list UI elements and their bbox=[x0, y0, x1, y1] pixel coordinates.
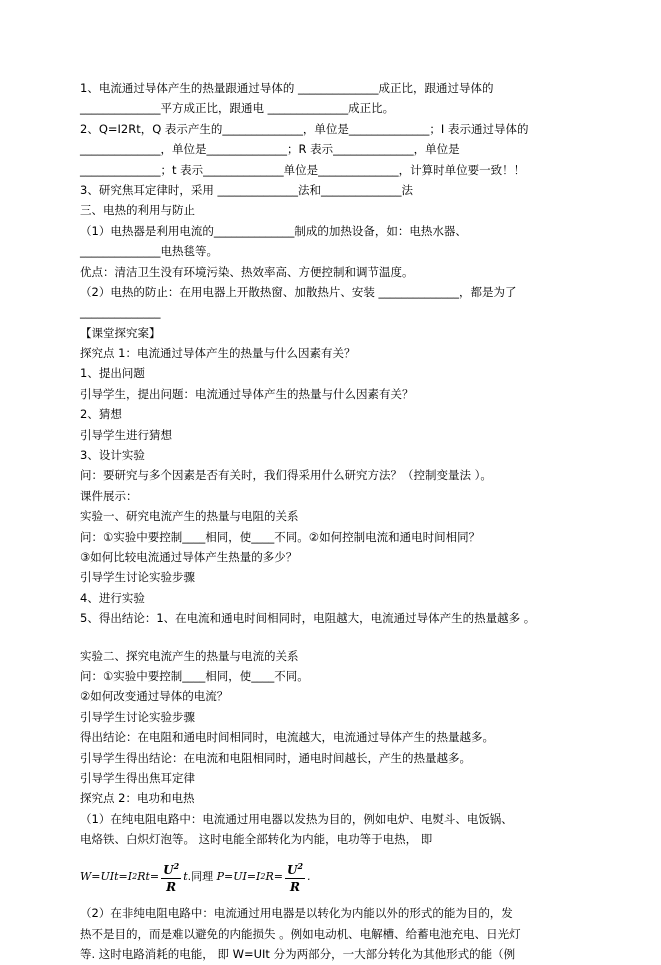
text-line: 引导学生讨论实验步骤 bbox=[80, 709, 195, 724]
text-line: 1、电流通过导体产生的热量跟通过导体的 ______________成正比，跟通过导体的 bbox=[80, 81, 494, 95]
text-line: ③如何比较电流通过导体产生热量的多少？ bbox=[80, 549, 298, 564]
formula-end: . bbox=[307, 869, 311, 883]
text-line: 等. 这时电路消耗的电能， 即 W=UIt 分为两部分，一大部分转化为其他形式的能（例 bbox=[80, 947, 516, 962]
text-line: 三、电热的利用与防止 bbox=[80, 203, 195, 218]
text-line: （1）电热器是利用电流的______________制成的加热设备，如：电热水器、 bbox=[80, 223, 467, 238]
text-line: 问：①实验中要控制____相同，使____不同。 bbox=[80, 668, 309, 683]
fraction-numerator-2: $U^2$ bbox=[285, 858, 305, 879]
text-line: 实验二、探究电流产生的热量与电流的关系 bbox=[80, 648, 299, 663]
text-line: 课件展示： bbox=[80, 488, 138, 503]
text-line: 问：①实验中要控制____相同，使____不同。②如何控制电流和通电时间相同？ bbox=[80, 529, 481, 544]
formula-t: t bbox=[183, 869, 188, 883]
text-block-3 bbox=[80, 903, 600, 964]
formula-part3: P=UI=I bbox=[216, 869, 261, 883]
formula-part1: W=UIt=I bbox=[80, 869, 133, 883]
text-line: ______________平方成正比，跟通电 ______________成正比。 bbox=[80, 101, 395, 116]
text-line: 优点：清洁卫生没有环境污染、热效率高、方便控制和调节温度。 bbox=[80, 264, 414, 279]
text-block-1 bbox=[80, 78, 600, 629]
text-line: ______________；t 表示______________单位是______________，计算时单位要一致！！ bbox=[80, 162, 526, 177]
text-line: ______________，单位是______________；R 表示______________，单位是 bbox=[80, 142, 460, 157]
text-line: 4、进行实验 bbox=[80, 590, 145, 605]
text-line: 引导学生得出焦耳定律 bbox=[80, 770, 195, 785]
text-line: 1、提出问题 bbox=[80, 366, 145, 381]
formula-fraction-2 bbox=[285, 858, 305, 895]
paragraph-gap bbox=[80, 629, 600, 646]
formula-part2: Rt= bbox=[137, 869, 160, 883]
text-line: （2）电热的防止：在用电器上开散热窗、加散热片、安装 ______________，都是为了 bbox=[80, 284, 517, 299]
text-line: 引导学生进行猜想 bbox=[80, 427, 172, 442]
text-line: ______________电热毯等。 bbox=[80, 244, 218, 259]
text-line: 探究点 1：电流通过导体产生的热量与什么因素有关？ bbox=[80, 346, 356, 361]
text-line: 探究点 2：电功和电热 bbox=[80, 791, 195, 806]
text-line: 实验一、研究电流产生的热量与电阻的关系 bbox=[80, 509, 299, 524]
joule-formula bbox=[80, 849, 600, 903]
text-line: 电烙铁、白炽灯泡等。 这时电能全部转化为内能，电功等于电热， 即 bbox=[80, 832, 433, 847]
text-line: 热不是目的，而是难以避免的内能损失 。例如电动机、电解槽、给蓄电池充电、日光灯 bbox=[80, 926, 521, 941]
text-line: （2）在非纯电阻电路中：电流通过用电器是以转化为内能以外的形式的能为目的，发 bbox=[80, 906, 513, 921]
document-body bbox=[80, 78, 600, 965]
text-line: ______________ bbox=[80, 305, 161, 320]
text-line: 问：要研究与多个因素是否有关时，我们得采用什么研究方法？（控制变量法 ）。 bbox=[80, 468, 492, 483]
text-line: 引导学生讨论实验步骤 bbox=[80, 570, 195, 585]
text-line: 3、设计实验 bbox=[80, 448, 145, 463]
fraction-denominator: R bbox=[166, 879, 177, 894]
text-line: 得出结论：在电阻和通电时间相同时，电流越大，电流通过导体产生的热量越多。 bbox=[80, 730, 494, 745]
text-line: 引导学生得出结论：在电流和电阻相同时，通电时间越长，产生的热量越多。 bbox=[80, 750, 471, 765]
text-line: 引导学生，提出问题：电流通过导体产生的热量与什么因素有关？ bbox=[80, 386, 414, 401]
text-line: （1）在纯电阻电路中：电流通过用电器以发热为目的，例如电炉、电熨斗、电饭锅、 bbox=[80, 811, 513, 826]
formula-square: 2 bbox=[132, 871, 138, 881]
formula-tongli: .同理 bbox=[187, 870, 214, 884]
fraction-denominator-2: R bbox=[290, 879, 301, 894]
text-line: 5、得出结论：1、在电流和通电时间相同时，电阻越大，电流通过导体产生的热量越多 。 bbox=[80, 611, 536, 626]
text-line: 【课堂探究案】 bbox=[80, 325, 161, 340]
formula-part4: R= bbox=[265, 869, 283, 883]
formula-square-2: 2 bbox=[260, 871, 266, 881]
formula-fraction bbox=[161, 858, 181, 895]
text-line: 2、猜想 bbox=[80, 407, 122, 422]
text-line: ②如何改变通过导体的电流？ bbox=[80, 689, 229, 704]
fraction-numerator: $U^2$ bbox=[161, 858, 181, 879]
text-line: 3、研究焦耳定律时，采用 ______________法和______________法 bbox=[80, 182, 413, 197]
text-block-2 bbox=[80, 646, 600, 850]
text-line: 2、Q=I2Rt，Q 表示产生的______________，单位是______________；I 表示通过导体的 bbox=[80, 121, 529, 136]
